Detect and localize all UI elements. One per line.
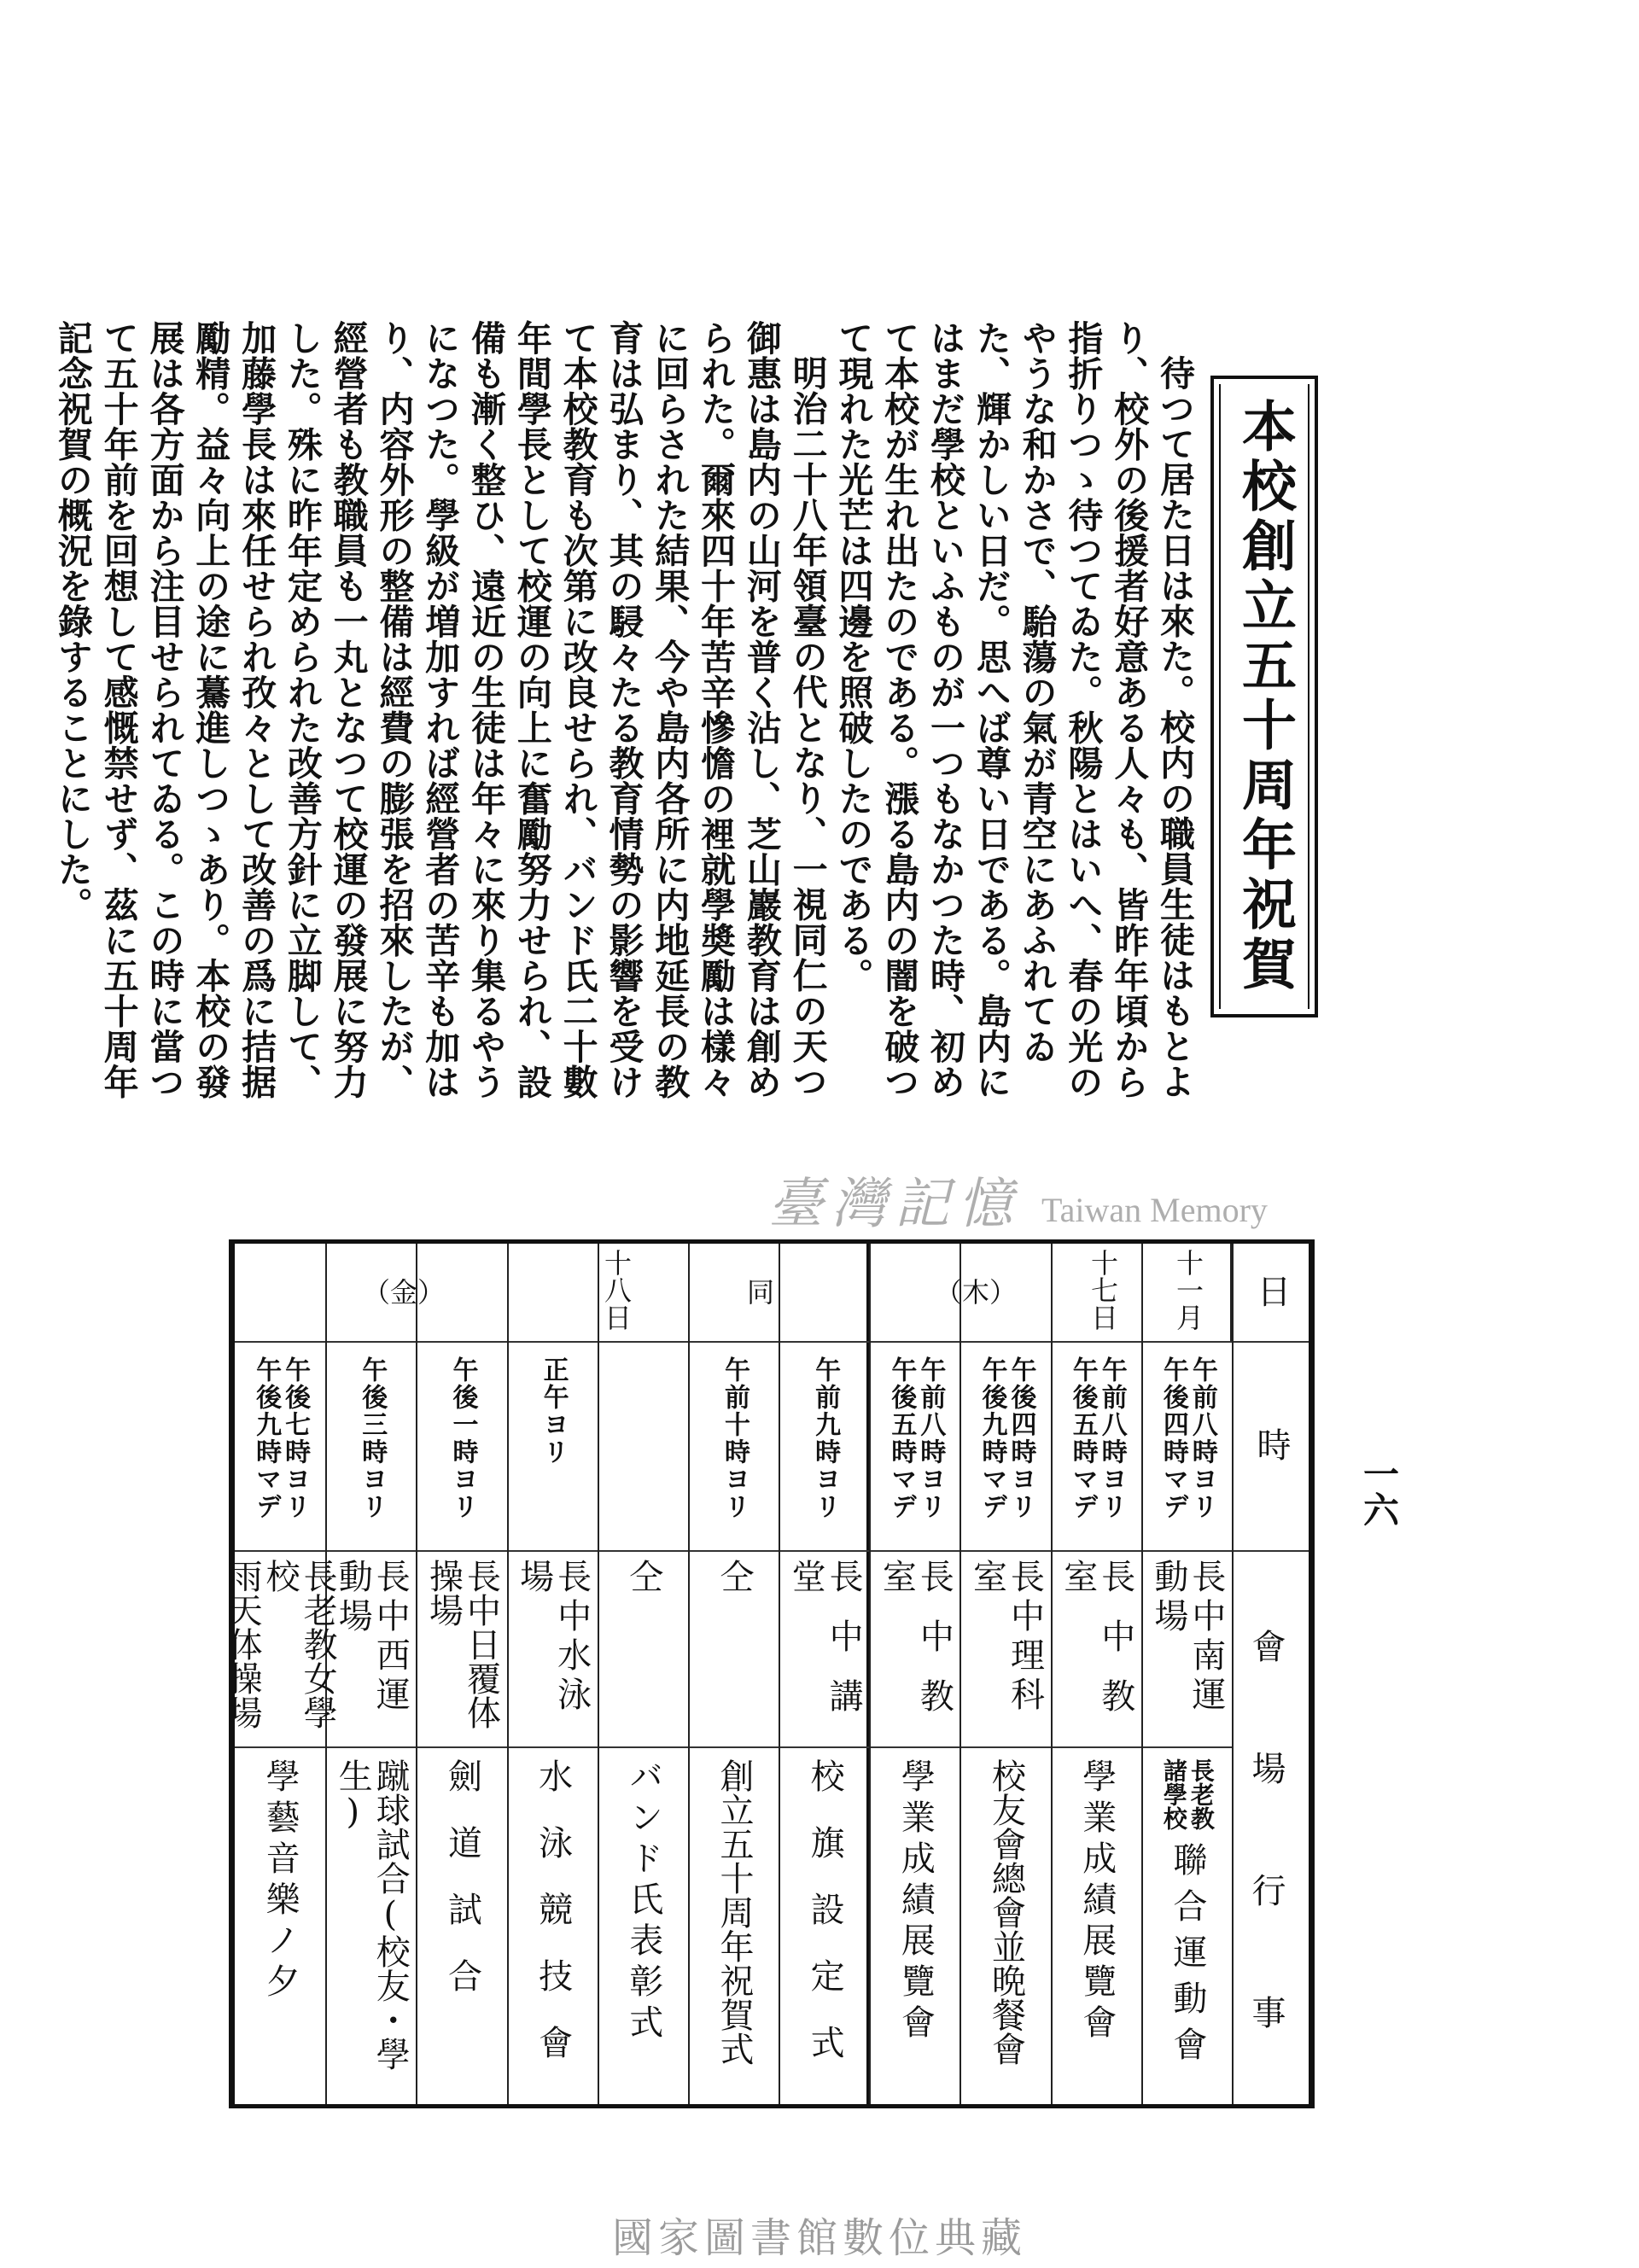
place-cell — [690, 1550, 779, 1746]
time-cell — [599, 1341, 688, 1550]
time-cell — [780, 1341, 869, 1550]
header-date: 日 — [1251, 1273, 1291, 1312]
place-text: 雨天体操場 — [223, 1559, 263, 1729]
place-text: 長中水泳場 — [514, 1559, 592, 1716]
watermark-text: Taiwan Memory — [1041, 1191, 1268, 1229]
table-row — [779, 1244, 869, 2104]
place-text: 長中西運動場 — [333, 1559, 411, 1716]
time-text: 午後四時マデ — [1158, 1356, 1188, 1520]
place-cell — [1053, 1550, 1141, 1746]
time-cell — [1143, 1341, 1232, 1550]
event-cell — [599, 1746, 688, 2108]
event-text: バンド氏表彰式 — [623, 1758, 663, 2045]
place-text: 長中講堂 — [786, 1559, 864, 1738]
paragraph: 明治二十八年領臺の代となり、一視同仁の天つ御惠は島内の山河を普く沾し、芝山巖教育は創められた。爾來四十年苦辛慘憺の裡就學奬勵は樣々に回らされた結果、今や島内各所に内地延長の教育は弘まり、其の駸々たる教育情勢の影響を受けて本校教育も次第に改良せられ、バンド氏二十數年間學長として校運の向上に奮勵努力せられ、設備も漸く整ひ、遠近の生徒は年々に來り集るやうになつた。學級が増加すれば經營者の苦辛も加はり、内容外形の整備は經費の膨張を招來したが、經營者も教職員も一丸となつて校運の發展に努力した。殊に昨年定められた改善方針に立脚して、加藤學長は來任せられ孜々として改善の爲に拮据勵精。益々向上の途に驀進しつゝあり。本校の發展は各方面から注目せられてゐる。この時に當つて五十年前を回想して感慨禁せず、茲に五十周年記念祝賀の概況を錄することにした。 — [51, 320, 828, 1099]
event-text: 校旗設定式 — [805, 1758, 845, 2091]
table-row — [1141, 1244, 1232, 2104]
event-cell — [327, 1746, 416, 2108]
time-text: 午後九時マデ — [977, 1356, 1007, 1520]
schedule-table — [223, 1239, 1315, 2108]
body-text — [51, 320, 1197, 1140]
event-cell — [961, 1746, 1050, 2108]
time-text: 正午ヨリ — [538, 1356, 569, 1466]
place-text: 長中教室 — [877, 1559, 954, 1738]
event-cell — [417, 1746, 506, 2108]
event-cell — [1143, 1746, 1232, 2108]
place-text: 仝 — [714, 1559, 754, 1618]
event-prefix-text: 諸學校 — [1159, 1758, 1188, 1830]
table-row — [507, 1244, 598, 2104]
header-column — [1232, 1244, 1309, 2104]
time-cell — [871, 1341, 959, 1550]
time-text: 午後三時ヨリ — [357, 1356, 388, 1520]
time-text: 午後九時マデ — [251, 1356, 282, 1520]
time-cell — [1053, 1341, 1141, 1550]
place-cell — [417, 1550, 506, 1746]
place-text: 仝 — [623, 1559, 663, 1618]
place-cell — [599, 1550, 688, 1746]
weekday-label: （金） — [363, 1276, 446, 1309]
day-label: 十七日 — [1087, 1249, 1119, 1331]
place-cell — [509, 1550, 598, 1746]
event-text: 學業成績展覽會 — [895, 1758, 936, 2045]
place-cell — [327, 1550, 416, 1746]
place-text: 長中南運動場 — [1148, 1559, 1226, 1716]
time-cell — [961, 1341, 1050, 1550]
table-row — [688, 1244, 779, 2104]
event-text: 水泳競技會 — [533, 1758, 573, 2091]
place-cell — [1143, 1550, 1232, 1746]
time-text: 午後一時ヨリ — [447, 1356, 478, 1520]
time-text: 午前八時ヨリ — [1187, 1356, 1217, 1520]
event-prefix-text: 長老教 — [1187, 1758, 1216, 1830]
time-text: 午前八時ヨリ — [915, 1356, 946, 1520]
place-cell — [780, 1550, 869, 1746]
event-cell — [509, 1746, 598, 2108]
table-row — [598, 1244, 688, 2104]
place-text: 長中日覆体操場 — [423, 1559, 501, 1729]
place-text: 長老教女學校 — [260, 1559, 338, 1729]
place-text: 長中教室 — [1058, 1559, 1135, 1738]
month-label: 十一月 — [1172, 1249, 1204, 1331]
event-text: 聯合運動會 — [1167, 1842, 1207, 2073]
time-text: 午前八時ヨリ — [1096, 1356, 1127, 1520]
time-text: 午前九時ヨリ — [810, 1356, 841, 1520]
header-time: 時 — [1234, 1341, 1309, 1550]
table-row — [869, 1244, 959, 2104]
time-text: 午後四時ヨリ — [1006, 1356, 1036, 1520]
time-cell — [327, 1341, 416, 1550]
event-text: 學藝音樂ノ夕 — [260, 1758, 300, 2004]
page-title: 本校創立五十周年祝賀 — [1233, 398, 1297, 995]
watermark-logo: 臺灣記憶 — [768, 1173, 1021, 1236]
event-text: 蹴球試合(校友・學生) — [333, 1758, 411, 2071]
time-cell — [509, 1341, 598, 1550]
place-cell — [961, 1550, 1050, 1746]
header-place-event: 會 場 行 事 — [1234, 1550, 1309, 2108]
same-label: 同 — [747, 1276, 775, 1309]
time-cell — [690, 1341, 779, 1550]
time-text: 午後七時ヨリ — [280, 1356, 311, 1520]
event-cell — [1053, 1746, 1141, 2108]
place-cell — [223, 1550, 338, 1746]
day-label: 十八日 — [600, 1249, 633, 1331]
watermark — [768, 1140, 1315, 1234]
footer-credit: 國家圖書館數位典藏 — [611, 2214, 1027, 2262]
time-text: 午後五時マデ — [886, 1356, 917, 1520]
time-cell — [417, 1341, 506, 1550]
title-box — [1210, 376, 1318, 1017]
event-text: 創立五十周年祝賀式 — [714, 1758, 754, 2066]
weekday-label: （木） — [935, 1276, 1018, 1309]
place-cell — [871, 1550, 959, 1746]
table-row — [959, 1244, 1050, 2104]
time-cell — [235, 1341, 325, 1550]
time-text: 午後五時マデ — [1067, 1356, 1098, 1520]
event-text: 校友會總會並晩餐會 — [986, 1758, 1026, 2066]
time-text: 午前十時ヨリ — [719, 1356, 750, 1520]
page-number: 一六 — [1358, 1455, 1400, 1527]
table-row — [325, 1244, 416, 2104]
event-cell — [871, 1746, 959, 2108]
event-cell — [235, 1746, 325, 2108]
event-text: 劍道試合 — [442, 1758, 482, 2025]
paragraph: 待つて居た日は來た。校内の職員生徒はもとより、校外の後援者好意ある人々も、皆昨年頃から指折りつゝ待つてゐた。秋陽とはいへ、春の光のやうな和かさで、駘蕩の氣が青空にあふれてゐた、輝かしい日だ。思へば尊い日である。島内にはまだ學校といふものが一つもなかつた時、初めて本校が生れ出たのである。漲る島内の闇を破つて現れた光芒は四邊を照破したのである。 — [832, 320, 1195, 1099]
table-row — [223, 1244, 338, 2104]
table-row — [1051, 1244, 1141, 2104]
place-text: 長中理科室 — [967, 1559, 1045, 1716]
table-row — [416, 1244, 506, 2104]
event-text: 學業成績展覽會 — [1076, 1758, 1117, 2045]
event-cell — [690, 1746, 779, 2108]
event-cell — [780, 1746, 869, 2108]
